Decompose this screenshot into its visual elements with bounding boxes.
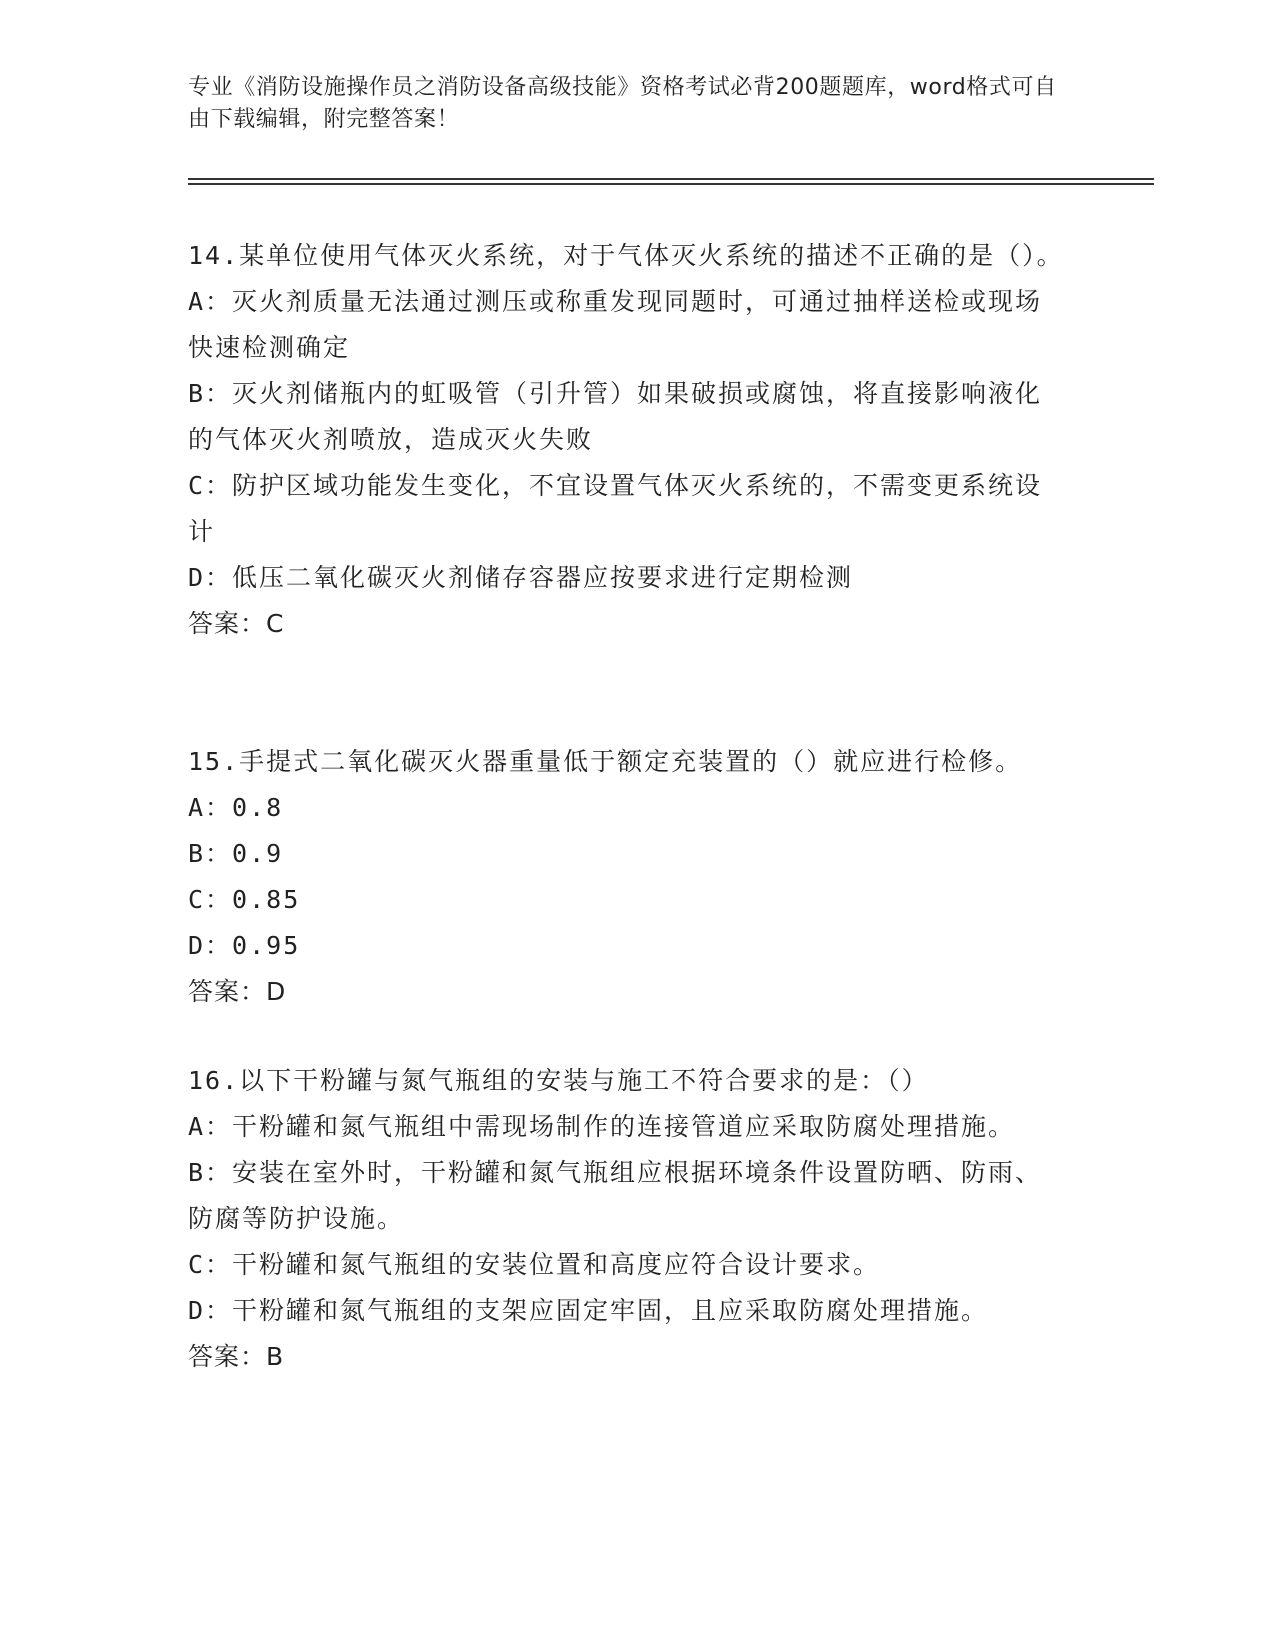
option-c: C：防护区域功能发生变化，不宜设置气体灭火系统的，不需变更系统设计 xyxy=(188,471,1043,546)
document-header: 专业《消防设施操作员之消防设备高级技能》资格考试必背200题题库，word格式可自由下载编辑，附完整答案！ xyxy=(188,75,1057,132)
option-b: B：0.9 xyxy=(188,839,284,868)
header-divider-top xyxy=(188,178,1154,180)
question-15 xyxy=(188,739,1088,1015)
answer-label: 答案：D xyxy=(188,977,287,1006)
option-b: B：灭火剂储瓶内的虹吸管（引升管）如果破损或腐蚀，将直接影响液化的气体灭火剂喷放，造成灭火失败 xyxy=(188,379,1043,454)
answer-label: 答案：B xyxy=(188,1342,285,1371)
question-stem: 16.以下干粉罐与氮气瓶组的安装与施工不符合要求的是：（） xyxy=(188,1066,929,1095)
option-b: B：安装在室外时，干粉罐和氮气瓶组应根据环境条件设置防晒、防雨、防腐等防护设施。 xyxy=(188,1158,1043,1233)
option-d: D：低压二氧化碳灭火剂储存容器应按要求进行定期检测 xyxy=(188,563,854,592)
option-c: C：干粉罐和氮气瓶组的安装位置和高度应符合设计要求。 xyxy=(188,1250,881,1279)
header-divider-bottom xyxy=(188,183,1154,185)
question-stem: 14.某单位使用气体灭火系统，对于气体灭火系统的描述不正确的是（）。 xyxy=(188,241,1064,270)
option-a: A：干粉罐和氮气瓶组中需现场制作的连接管道应采取防腐处理措施。 xyxy=(188,1112,1016,1141)
option-a: A：灭火剂质量无法通过测压或称重发现同题时，可通过抽样送检或现场快速检测确定 xyxy=(188,287,1043,362)
option-c: C：0.85 xyxy=(188,885,301,914)
option-d: D：0.95 xyxy=(188,931,301,960)
question-stem: 15.手提式二氧化碳灭火器重量低于额定充装置的（）就应进行检修。 xyxy=(188,747,1023,776)
option-a: A：0.8 xyxy=(188,793,284,822)
option-d: D：干粉罐和氮气瓶组的支架应固定牢固，且应采取防腐处理措施。 xyxy=(188,1296,989,1325)
answer-label: 答案：C xyxy=(188,609,285,638)
question-14 xyxy=(188,233,1088,647)
question-16 xyxy=(188,1058,1088,1380)
